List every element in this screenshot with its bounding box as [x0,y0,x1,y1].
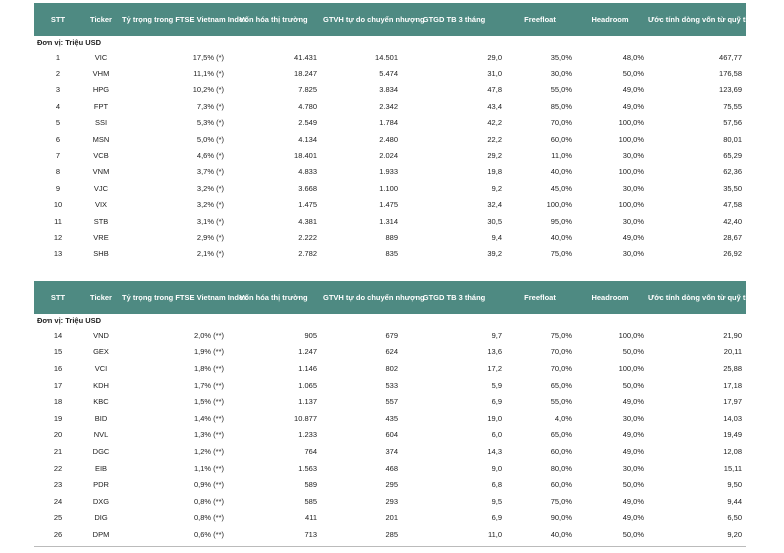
table-row [34,82,746,98]
cell-ticker: VND [93,330,109,340]
cell-market-cap: 3.668 [298,183,317,193]
table-row [34,246,746,262]
cell-headroom: 50,0% [622,380,644,390]
header-headroom: Headroom [591,15,629,24]
cell-avg-3m-trading-value: 29,2 [487,151,502,161]
header-ticker: Ticker [90,15,112,24]
cell-avg-3m-trading-value: 31,0 [487,69,502,79]
table-2-body [34,327,746,543]
cell-freefloat: 70,0% [550,347,572,357]
cell-free-float-value: 889 [385,232,398,242]
cell-stt: 20 [53,430,63,440]
cell-free-float-value: 5.474 [379,69,398,79]
cell-ticker: DPM [92,529,110,539]
cell-free-float-value: 295 [385,480,398,490]
cell-free-float-value: 1.100 [379,183,398,193]
cell-free-float-value: 374 [385,446,398,456]
cell-passive-fund-flow: 6,50 [727,513,742,523]
table-row [34,147,746,163]
cell-ticker: NVL [93,430,109,440]
cell-avg-3m-trading-value: 17,2 [487,363,502,373]
table-row [34,115,746,131]
cell-stt: 11 [54,216,62,226]
cell-ticker: MSN [92,134,110,144]
cell-avg-3m-trading-value: 9,2 [491,183,502,193]
cell-ftse-weight: 0,6% (**) [193,529,224,539]
cell-market-cap: 2.549 [298,118,317,128]
cell-ticker: FPT [93,101,109,111]
cell-headroom: 30,0% [622,151,644,161]
header-freefloat: Freefloat [524,15,556,24]
cell-avg-3m-trading-value: 9,0 [491,463,502,473]
cell-passive-fund-flow: 21,90 [723,330,742,340]
cell-avg-3m-trading-value: 6,9 [491,513,502,523]
table-row [34,493,746,510]
cell-ftse-weight: 1,3% (**) [193,430,224,440]
table-row [34,460,746,477]
header-passive-fund-flow: Ước tính dòng vốn từ quỹ thụ động [648,15,775,24]
cell-passive-fund-flow: 176,58 [719,69,742,79]
cell-stt: 15 [53,347,63,357]
table-row [34,49,746,65]
table-row [34,164,746,180]
header-free-float-value: GTVH tự do chuyển nhượng [323,293,425,302]
cell-avg-3m-trading-value: 19,0 [487,413,502,423]
cell-market-cap: 1.563 [298,463,317,473]
table-1-body [34,49,746,262]
cell-stt: 12 [53,232,63,242]
cell-freefloat: 70,0% [550,118,572,128]
cell-headroom: 100,0% [618,363,644,373]
cell-ftse-weight: 1,2% (**) [193,446,224,456]
cell-headroom: 100,0% [618,200,644,210]
cell-freefloat: 55,0% [550,85,572,95]
cell-ticker: DXG [92,496,110,506]
cell-stt: 5 [55,118,61,128]
cell-free-float-value: 679 [385,330,398,340]
header-headroom: Headroom [591,293,629,302]
cell-market-cap: 2.782 [298,249,317,259]
cell-ftse-weight: 1,1% (**) [193,463,224,473]
cell-passive-fund-flow: 9,44 [727,496,742,506]
cell-free-float-value: 1.933 [379,167,398,177]
table-row [34,427,746,444]
cell-market-cap: 905 [304,330,317,340]
table-row [34,377,746,394]
cell-avg-3m-trading-value: 6,8 [491,480,502,490]
cell-headroom: 49,0% [622,232,644,242]
cell-headroom: 48,0% [622,52,644,62]
cell-ticker: EIB [94,463,108,473]
cell-ftse-weight: 5,0% (*) [196,134,224,144]
table-row [34,393,746,410]
cell-free-float-value: 285 [385,529,398,539]
cell-stt: 16 [53,363,63,373]
cell-free-float-value: 3.834 [379,85,398,95]
cell-market-cap: 1.137 [298,397,317,407]
cell-avg-3m-trading-value: 14,3 [487,446,502,456]
cell-passive-fund-flow: 123,69 [719,85,742,95]
cell-ticker: VCB [93,151,109,161]
cell-passive-fund-flow: 19,49 [723,430,742,440]
cell-ticker: VRE [93,232,109,242]
table-row [34,360,746,377]
cell-headroom: 30,0% [622,183,644,193]
cell-passive-fund-flow: 12,08 [723,446,742,456]
cell-market-cap: 411 [305,513,317,523]
cell-market-cap: 4.381 [298,216,317,226]
cell-freefloat: 40,0% [550,232,572,242]
cell-headroom: 49,0% [622,397,644,407]
cell-stt: 18 [53,397,63,407]
cell-freefloat: 55,0% [550,397,572,407]
cell-freefloat: 30,0% [550,69,572,79]
cell-stt: 10 [53,200,63,210]
cell-stt: 21 [53,446,63,456]
cell-freefloat: 80,0% [550,463,572,473]
header-freefloat: Freefloat [524,293,556,302]
cell-avg-3m-trading-value: 43,4 [487,101,502,111]
cell-free-float-value: 1.475 [379,200,398,210]
cell-passive-fund-flow: 47,58 [723,200,742,210]
header-ticker: Ticker [90,293,112,302]
cell-avg-3m-trading-value: 13,6 [487,347,502,357]
cell-headroom: 100,0% [618,167,644,177]
cell-passive-fund-flow: 9,50 [727,480,742,490]
cell-market-cap: 41.431 [294,52,317,62]
cell-stt: 24 [53,496,63,506]
cell-avg-3m-trading-value: 42,2 [487,118,502,128]
cell-stt: 1 [55,52,61,62]
cell-free-float-value: 557 [385,397,398,407]
fund-flow-table-2 [34,281,775,543]
cell-stt: 19 [53,413,63,423]
cell-ftse-weight: 3,7% (*) [196,167,224,177]
cell-freefloat: 75,0% [550,496,572,506]
table-row [34,98,746,114]
cell-avg-3m-trading-value: 32,4 [487,200,502,210]
cell-ftse-weight: 0,8% (**) [193,496,224,506]
cell-stt: 17 [53,380,63,390]
cell-ticker: KBC [93,397,109,407]
cell-stt: 13 [53,249,63,259]
header-ftse-weight: Tỷ trọng trong FTSE Vietnam Index [122,15,248,24]
cell-free-float-value: 435 [385,413,398,423]
cell-free-float-value: 2.342 [379,101,398,111]
cell-freefloat: 90,0% [550,513,572,523]
cell-free-float-value: 468 [385,463,398,473]
header-free-float-value: GTVH tự do chuyển nhượng [323,15,425,24]
header-passive-fund-flow: Ước tính dòng vốn từ quỹ thụ động [648,293,775,302]
cell-free-float-value: 2.480 [379,134,398,144]
cell-ticker: DIG [94,513,108,523]
table-row [34,327,746,344]
table-2-bottom-border [34,546,746,547]
cell-free-float-value: 1.784 [379,118,398,128]
cell-ticker: STB [93,216,109,226]
cell-freefloat: 70,0% [550,363,572,373]
cell-free-float-value: 2.024 [379,151,398,161]
table-1-unit-label: Đơn vị: Triệu USD [37,38,102,47]
cell-avg-3m-trading-value: 39,2 [487,249,502,259]
cell-free-float-value: 604 [385,430,398,440]
cell-freefloat: 95,0% [550,216,572,226]
cell-free-float-value: 624 [385,347,398,357]
cell-headroom: 50,0% [622,480,644,490]
cell-stt: 2 [55,69,61,79]
cell-passive-fund-flow: 26,92 [723,249,742,259]
cell-headroom: 100,0% [618,134,644,144]
cell-market-cap: 2.222 [298,232,317,242]
cell-avg-3m-trading-value: 6,0 [491,430,502,440]
cell-ticker: HPG [92,85,110,95]
cell-ftse-weight: 5,3% (*) [196,118,224,128]
header-ftse-weight: Tỷ trọng trong FTSE Vietnam Index [122,293,248,302]
cell-market-cap: 7.825 [298,85,317,95]
cell-ticker: SSI [94,118,108,128]
cell-avg-3m-trading-value: 22,2 [487,134,502,144]
cell-avg-3m-trading-value: 19,8 [487,167,502,177]
cell-ftse-weight: 2,1% (*) [196,249,224,259]
cell-ticker: BID [94,413,108,423]
cell-stt: 4 [55,101,61,111]
table-row [34,197,746,213]
cell-freefloat: 60,0% [550,446,572,456]
cell-avg-3m-trading-value: 29,0 [487,52,502,62]
header-stt: STT [50,15,66,24]
header-avg-3m-trading-value: GTGD TB 3 tháng [422,15,486,24]
cell-freefloat: 40,0% [550,167,572,177]
header-market-cap: Vốn hóa thị trường [239,293,308,302]
cell-ticker: VJC [93,183,109,193]
cell-market-cap: 1.146 [298,363,317,373]
cell-ticker: DGC [92,446,110,456]
fund-flow-table-1 [34,3,775,262]
cell-market-cap: 1.233 [298,430,317,440]
cell-ticker: PDR [93,480,109,490]
cell-stt: 26 [53,529,63,539]
cell-headroom: 50,0% [622,69,644,79]
cell-stt: 7 [55,151,61,161]
cell-stt: 22 [53,463,63,473]
cell-market-cap: 18.401 [294,151,317,161]
cell-free-float-value: 14.501 [375,52,398,62]
cell-ticker: GEX [93,347,109,357]
cell-ticker: VIC [94,52,108,62]
cell-passive-fund-flow: 80,01 [723,134,742,144]
cell-freefloat: 85,0% [550,101,572,111]
cell-free-float-value: 1.314 [379,216,398,226]
cell-market-cap: 1.247 [298,347,317,357]
cell-market-cap: 1.475 [298,200,317,210]
cell-ftse-weight: 1,9% (**) [193,347,224,357]
cell-stt: 23 [53,480,63,490]
cell-avg-3m-trading-value: 6,9 [491,397,502,407]
cell-passive-fund-flow: 57,56 [723,118,742,128]
cell-market-cap: 4.833 [298,167,317,177]
cell-avg-3m-trading-value: 9,7 [491,330,502,340]
cell-passive-fund-flow: 75,55 [723,101,742,111]
cell-avg-3m-trading-value: 9,5 [491,496,502,506]
table-row [34,510,746,527]
cell-ftse-weight: 3,1% (*) [196,216,224,226]
cell-avg-3m-trading-value: 11,0 [487,529,502,539]
cell-ticker: VNM [92,167,110,177]
cell-freefloat: 65,0% [550,430,572,440]
cell-freefloat: 100,0% [546,200,572,210]
cell-avg-3m-trading-value: 5,9 [491,380,502,390]
cell-passive-fund-flow: 20,11 [723,347,742,357]
cell-headroom: 50,0% [622,529,644,539]
cell-freefloat: 40,0% [550,529,572,539]
cell-passive-fund-flow: 35,50 [723,183,742,193]
cell-stt: 6 [55,134,61,144]
table-row [34,65,746,81]
cell-ftse-weight: 2,9% (*) [196,232,224,242]
cell-market-cap: 585 [304,496,317,506]
cell-headroom: 100,0% [618,118,644,128]
cell-freefloat: 75,0% [550,330,572,340]
cell-free-float-value: 533 [385,380,398,390]
cell-avg-3m-trading-value: 30,5 [487,216,502,226]
table-row [34,443,746,460]
cell-passive-fund-flow: 42,40 [723,216,742,226]
cell-stt: 25 [53,513,63,523]
cell-passive-fund-flow: 14,03 [723,413,742,423]
cell-passive-fund-flow: 65,29 [723,151,742,161]
cell-ftse-weight: 1,8% (**) [193,363,224,373]
cell-market-cap: 10.877 [294,413,317,423]
cell-headroom: 49,0% [622,513,644,523]
cell-freefloat: 65,0% [550,380,572,390]
cell-passive-fund-flow: 62,36 [723,167,742,177]
cell-stt: 9 [55,183,61,193]
cell-freefloat: 45,0% [550,183,572,193]
cell-ftse-weight: 10,2% (*) [192,85,224,95]
cell-passive-fund-flow: 28,67 [723,232,742,242]
header-market-cap: Vốn hóa thị trường [239,15,308,24]
cell-freefloat: 35,0% [550,52,572,62]
cell-headroom: 49,0% [622,430,644,440]
cell-headroom: 49,0% [622,446,644,456]
cell-passive-fund-flow: 17,97 [723,397,742,407]
cell-ftse-weight: 11,1% (*) [193,69,224,79]
cell-freefloat: 60,0% [550,134,572,144]
cell-ftse-weight: 1,4% (**) [193,413,224,423]
cell-headroom: 30,0% [622,249,644,259]
cell-freefloat: 60,0% [550,480,572,490]
cell-avg-3m-trading-value: 9,4 [491,232,502,242]
cell-market-cap: 1.065 [298,380,317,390]
cell-passive-fund-flow: 15,11 [723,463,742,473]
table-row [34,180,746,196]
table-1-header [34,3,775,36]
cell-ftse-weight: 17,5% (*) [192,52,224,62]
cell-ticker: VCI [94,363,108,373]
table-row [34,410,746,427]
cell-ftse-weight: 2,0% (**) [193,330,224,340]
cell-free-float-value: 201 [385,513,398,523]
cell-ftse-weight: 0,8% (**) [193,513,224,523]
cell-headroom: 30,0% [622,463,644,473]
cell-freefloat: 4,0% [554,413,572,423]
header-stt: STT [50,293,66,302]
cell-avg-3m-trading-value: 47,8 [487,85,502,95]
cell-ftse-weight: 7,3% (*) [196,101,224,111]
cell-ftse-weight: 1,5% (**) [193,397,224,407]
table-row [34,229,746,245]
cell-freefloat: 75,0% [550,249,572,259]
table-2-unit-label: Đơn vị: Triệu USD [37,316,102,325]
cell-headroom: 30,0% [622,216,644,226]
cell-market-cap: 764 [304,446,317,456]
cell-free-float-value: 835 [385,249,398,259]
cell-ftse-weight: 1,7% (**) [193,380,224,390]
cell-stt: 8 [55,167,61,177]
table-row [34,131,746,147]
cell-ftse-weight: 3,2% (*) [196,183,224,193]
cell-free-float-value: 293 [385,496,398,506]
cell-passive-fund-flow: 467,77 [719,52,742,62]
cell-headroom: 100,0% [618,330,644,340]
cell-passive-fund-flow: 25,88 [723,363,742,373]
cell-headroom: 49,0% [622,496,644,506]
cell-ftse-weight: 4,6% (*) [196,151,224,161]
cell-free-float-value: 802 [385,363,398,373]
cell-stt: 14 [53,330,63,340]
cell-ticker: SHB [93,249,109,259]
cell-freefloat: 11,0% [551,151,572,161]
cell-market-cap: 18.247 [294,69,317,79]
header-avg-3m-trading-value: GTGD TB 3 tháng [422,293,486,302]
cell-passive-fund-flow: 9,20 [727,529,742,539]
cell-passive-fund-flow: 17,18 [723,380,742,390]
cell-ftse-weight: 0,9% (**) [193,480,224,490]
cell-headroom: 49,0% [622,101,644,111]
cell-market-cap: 713 [304,529,317,539]
table-row [34,344,746,361]
table-2-header [34,281,775,314]
cell-headroom: 49,0% [622,85,644,95]
cell-market-cap: 589 [304,480,317,490]
cell-market-cap: 4.134 [298,134,317,144]
cell-ticker: KDH [93,380,109,390]
table-row [34,476,746,493]
cell-headroom: 30,0% [622,413,644,423]
cell-ticker: VIX [94,200,108,210]
table-row [34,213,746,229]
cell-market-cap: 4.780 [298,101,317,111]
cell-ticker: VHM [92,69,110,79]
cell-stt: 3 [55,85,61,95]
cell-headroom: 50,0% [622,347,644,357]
cell-ftse-weight: 3,2% (*) [196,200,224,210]
table-row [34,526,746,543]
